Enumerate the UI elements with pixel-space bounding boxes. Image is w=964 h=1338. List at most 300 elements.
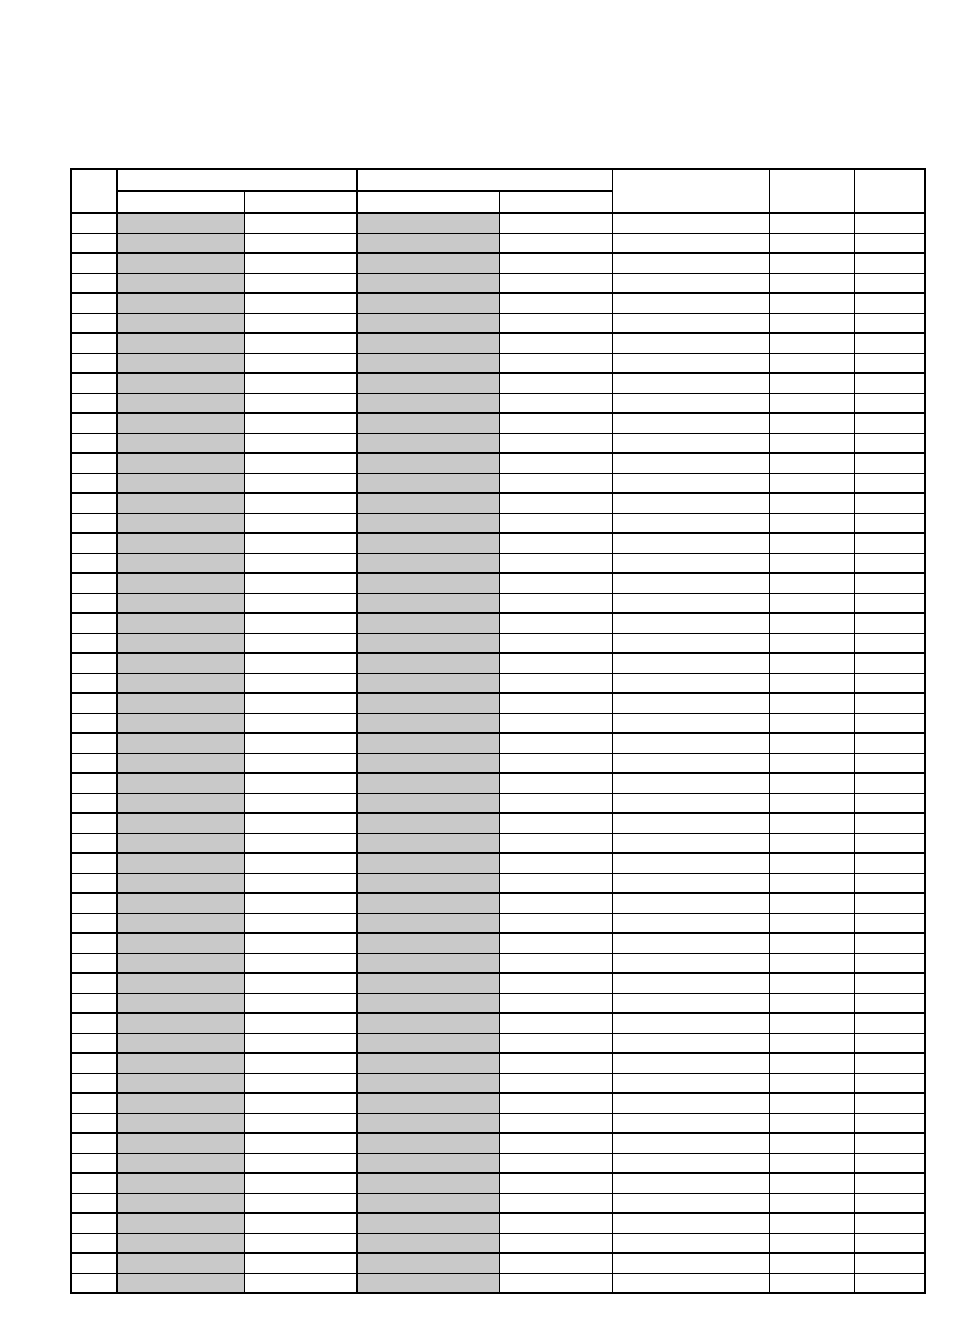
group1-cell-b[interactable] (244, 973, 357, 993)
group2-cell-a[interactable] (357, 473, 499, 493)
group2-cell-b[interactable] (499, 1233, 612, 1253)
group1-cell-b[interactable] (244, 813, 357, 833)
group1-cell-b[interactable] (244, 653, 357, 673)
group2-cell-a[interactable] (357, 373, 499, 393)
group1-cell-a[interactable] (117, 853, 244, 873)
column7-cell[interactable] (854, 533, 925, 553)
group2-cell-a[interactable] (357, 933, 499, 953)
group2-cell-b[interactable] (499, 853, 612, 873)
column5-cell[interactable] (612, 773, 769, 793)
group1-cell-b[interactable] (244, 673, 357, 693)
column7-cell[interactable] (854, 233, 925, 253)
number-cell[interactable] (71, 373, 117, 393)
group2-cell-b[interactable] (499, 1253, 612, 1273)
column5-cell[interactable] (612, 733, 769, 753)
column6-cell[interactable] (769, 913, 854, 933)
group2-cell-a[interactable] (357, 333, 499, 353)
group2-cell-a[interactable] (357, 793, 499, 813)
group2-cell-a[interactable] (357, 673, 499, 693)
number-cell[interactable] (71, 833, 117, 853)
column6-cell[interactable] (769, 533, 854, 553)
number-cell[interactable] (71, 853, 117, 873)
column7-cell[interactable] (854, 1133, 925, 1153)
group1-cell-b[interactable] (244, 1253, 357, 1273)
column7-cell[interactable] (854, 833, 925, 853)
group2-cell-b[interactable] (499, 573, 612, 593)
group1-cell-b[interactable] (244, 513, 357, 533)
group1-cell-a[interactable] (117, 973, 244, 993)
column5-cell[interactable] (612, 573, 769, 593)
group1-cell-a[interactable] (117, 1113, 244, 1133)
column7-cell[interactable] (854, 373, 925, 393)
column7-cell[interactable] (854, 1193, 925, 1213)
column7-cell[interactable] (854, 1173, 925, 1193)
column6-cell[interactable] (769, 513, 854, 533)
column6-cell[interactable] (769, 993, 854, 1013)
group1-cell-b[interactable] (244, 233, 357, 253)
group1-cell-b[interactable] (244, 253, 357, 273)
column6-cell[interactable] (769, 273, 854, 293)
number-cell[interactable] (71, 973, 117, 993)
group1-cell-a[interactable] (117, 1193, 244, 1213)
group2-cell-b[interactable] (499, 833, 612, 853)
group1-cell-b[interactable] (244, 1173, 357, 1193)
column6-cell[interactable] (769, 373, 854, 393)
number-cell[interactable] (71, 533, 117, 553)
group1-cell-a[interactable] (117, 1213, 244, 1233)
number-cell[interactable] (71, 793, 117, 813)
number-cell[interactable] (71, 333, 117, 353)
group2-cell-b[interactable] (499, 893, 612, 913)
column6-cell[interactable] (769, 573, 854, 593)
column7-cell[interactable] (854, 1273, 925, 1293)
group1-cell-a[interactable] (117, 1013, 244, 1033)
group2-cell-a[interactable] (357, 1093, 499, 1113)
group1-cell-b[interactable] (244, 413, 357, 433)
group2-cell-b[interactable] (499, 953, 612, 973)
number-cell[interactable] (71, 633, 117, 653)
group1-cell-a[interactable] (117, 393, 244, 413)
column5-cell[interactable] (612, 853, 769, 873)
group2-cell-a[interactable] (357, 213, 499, 233)
column6-cell[interactable] (769, 233, 854, 253)
group1-cell-a[interactable] (117, 353, 244, 373)
group1-cell-a[interactable] (117, 893, 244, 913)
group2-cell-b[interactable] (499, 1013, 612, 1033)
column6-cell[interactable] (769, 353, 854, 373)
column5-cell[interactable] (612, 873, 769, 893)
group2-cell-a[interactable] (357, 853, 499, 873)
group2-cell-a[interactable] (357, 453, 499, 473)
group2-cell-a[interactable] (357, 1273, 499, 1293)
group2-cell-b[interactable] (499, 213, 612, 233)
group2-cell-b[interactable] (499, 1033, 612, 1053)
column7-cell[interactable] (854, 933, 925, 953)
group1-cell-a[interactable] (117, 673, 244, 693)
number-cell[interactable] (71, 293, 117, 313)
column7-cell[interactable] (854, 593, 925, 613)
group1-cell-b[interactable] (244, 753, 357, 773)
column5-cell[interactable] (612, 373, 769, 393)
group2-cell-a[interactable] (357, 1033, 499, 1053)
column5-cell[interactable] (612, 1073, 769, 1093)
column5-cell[interactable] (612, 473, 769, 493)
column7-cell[interactable] (854, 913, 925, 933)
group1-cell-a[interactable] (117, 873, 244, 893)
group1-cell-b[interactable] (244, 773, 357, 793)
column5-cell[interactable] (612, 953, 769, 973)
group1-cell-b[interactable] (244, 1113, 357, 1133)
column7-cell[interactable] (854, 693, 925, 713)
group2-cell-b[interactable] (499, 613, 612, 633)
group2-cell-b[interactable] (499, 693, 612, 713)
group1-cell-b[interactable] (244, 1193, 357, 1213)
group1-cell-b[interactable] (244, 273, 357, 293)
column7-cell[interactable] (854, 553, 925, 573)
group1-cell-b[interactable] (244, 713, 357, 733)
group1-cell-a[interactable] (117, 593, 244, 613)
column6-cell[interactable] (769, 633, 854, 653)
number-cell[interactable] (71, 1173, 117, 1193)
column6-cell[interactable] (769, 693, 854, 713)
column6-cell[interactable] (769, 1053, 854, 1073)
group2-cell-b[interactable] (499, 1173, 612, 1193)
column6-cell[interactable] (769, 673, 854, 693)
group2-cell-a[interactable] (357, 1253, 499, 1273)
group1-cell-a[interactable] (117, 1153, 244, 1173)
group2-cell-a[interactable] (357, 553, 499, 573)
group2-cell-b[interactable] (499, 1073, 612, 1093)
column7-cell[interactable] (854, 493, 925, 513)
number-cell[interactable] (71, 553, 117, 573)
column7-cell[interactable] (854, 513, 925, 533)
number-cell[interactable] (71, 433, 117, 453)
group1-cell-a[interactable] (117, 653, 244, 673)
column7-cell[interactable] (854, 253, 925, 273)
group2-cell-a[interactable] (357, 593, 499, 613)
group2-cell-b[interactable] (499, 793, 612, 813)
column6-cell[interactable] (769, 733, 854, 753)
group1-cell-a[interactable] (117, 293, 244, 313)
group1-cell-a[interactable] (117, 1033, 244, 1053)
column5-cell[interactable] (612, 533, 769, 553)
number-cell[interactable] (71, 1253, 117, 1273)
group2-cell-a[interactable] (357, 293, 499, 313)
column5-cell[interactable] (612, 753, 769, 773)
number-cell[interactable] (71, 653, 117, 673)
group2-cell-b[interactable] (499, 873, 612, 893)
column7-cell[interactable] (854, 1013, 925, 1033)
column5-cell[interactable] (612, 1053, 769, 1073)
number-cell[interactable] (71, 1233, 117, 1253)
column6-cell[interactable] (769, 333, 854, 353)
column6-cell[interactable] (769, 593, 854, 613)
group1-cell-b[interactable] (244, 833, 357, 853)
group2-cell-b[interactable] (499, 553, 612, 573)
group2-cell-b[interactable] (499, 633, 612, 653)
column5-cell[interactable] (612, 393, 769, 413)
number-cell[interactable] (71, 253, 117, 273)
group2-cell-a[interactable] (357, 653, 499, 673)
group1-cell-b[interactable] (244, 293, 357, 313)
group1-cell-a[interactable] (117, 533, 244, 553)
column7-cell[interactable] (854, 613, 925, 633)
column5-cell[interactable] (612, 353, 769, 373)
column5-cell[interactable] (612, 653, 769, 673)
number-cell[interactable] (71, 713, 117, 733)
group2-cell-a[interactable] (357, 1133, 499, 1153)
group1-cell-a[interactable] (117, 713, 244, 733)
group2-cell-a[interactable] (357, 833, 499, 853)
column6-cell[interactable] (769, 1193, 854, 1213)
group1-cell-b[interactable] (244, 1133, 357, 1153)
group2-cell-a[interactable] (357, 313, 499, 333)
column6-cell[interactable] (769, 953, 854, 973)
column5-cell[interactable] (612, 933, 769, 953)
group2-cell-a[interactable] (357, 1053, 499, 1073)
group1-cell-b[interactable] (244, 453, 357, 473)
group2-cell-a[interactable] (357, 1173, 499, 1193)
column5-cell[interactable] (612, 1133, 769, 1153)
column5-cell[interactable] (612, 593, 769, 613)
column7-cell[interactable] (854, 753, 925, 773)
group2-cell-a[interactable] (357, 1073, 499, 1093)
column5-cell[interactable] (612, 213, 769, 233)
column7-cell[interactable] (854, 333, 925, 353)
number-cell[interactable] (71, 573, 117, 593)
group2-cell-a[interactable] (357, 813, 499, 833)
column7-cell[interactable] (854, 973, 925, 993)
column5-cell[interactable] (612, 1193, 769, 1213)
column6-cell[interactable] (769, 453, 854, 473)
group1-cell-a[interactable] (117, 313, 244, 333)
number-cell[interactable] (71, 233, 117, 253)
group2-cell-b[interactable] (499, 233, 612, 253)
column6-cell[interactable] (769, 213, 854, 233)
group1-cell-a[interactable] (117, 273, 244, 293)
column7-cell[interactable] (854, 473, 925, 493)
column6-cell[interactable] (769, 1273, 854, 1293)
number-cell[interactable] (71, 353, 117, 373)
group1-cell-b[interactable] (244, 893, 357, 913)
column5-cell[interactable] (612, 1013, 769, 1033)
group2-cell-a[interactable] (357, 1153, 499, 1173)
group1-cell-b[interactable] (244, 1093, 357, 1113)
number-cell[interactable] (71, 413, 117, 433)
column5-cell[interactable] (612, 1273, 769, 1293)
group1-cell-a[interactable] (117, 493, 244, 513)
number-cell[interactable] (71, 813, 117, 833)
group1-cell-b[interactable] (244, 953, 357, 973)
column7-cell[interactable] (854, 733, 925, 753)
group2-cell-b[interactable] (499, 753, 612, 773)
column5-cell[interactable] (612, 1153, 769, 1173)
column5-cell[interactable] (612, 1253, 769, 1273)
group1-cell-b[interactable] (244, 433, 357, 453)
number-cell[interactable] (71, 733, 117, 753)
column5-cell[interactable] (612, 693, 769, 713)
group1-cell-a[interactable] (117, 1173, 244, 1193)
group2-cell-b[interactable] (499, 653, 612, 673)
column7-cell[interactable] (854, 433, 925, 453)
group2-cell-a[interactable] (357, 253, 499, 273)
column5-cell[interactable] (612, 613, 769, 633)
column5-cell[interactable] (612, 553, 769, 573)
group1-cell-b[interactable] (244, 1153, 357, 1173)
number-cell[interactable] (71, 1053, 117, 1073)
group2-cell-a[interactable] (357, 893, 499, 913)
group2-cell-b[interactable] (499, 473, 612, 493)
column7-cell[interactable] (854, 1093, 925, 1113)
group2-cell-b[interactable] (499, 993, 612, 1013)
column6-cell[interactable] (769, 433, 854, 453)
number-cell[interactable] (71, 493, 117, 513)
column7-cell[interactable] (854, 873, 925, 893)
column6-cell[interactable] (769, 293, 854, 313)
column6-cell[interactable] (769, 853, 854, 873)
group1-cell-a[interactable] (117, 1253, 244, 1273)
group1-cell-b[interactable] (244, 593, 357, 613)
column7-cell[interactable] (854, 1033, 925, 1053)
group2-cell-b[interactable] (499, 1213, 612, 1233)
column6-cell[interactable] (769, 753, 854, 773)
column5-cell[interactable] (612, 1113, 769, 1133)
group2-cell-a[interactable] (357, 873, 499, 893)
number-cell[interactable] (71, 753, 117, 773)
group1-cell-a[interactable] (117, 933, 244, 953)
group1-cell-b[interactable] (244, 1273, 357, 1293)
group2-cell-b[interactable] (499, 433, 612, 453)
group1-cell-a[interactable] (117, 573, 244, 593)
group1-cell-b[interactable] (244, 1233, 357, 1253)
column7-cell[interactable] (854, 673, 925, 693)
group1-cell-b[interactable] (244, 1073, 357, 1093)
group2-cell-a[interactable] (357, 393, 499, 413)
group1-cell-a[interactable] (117, 1073, 244, 1093)
group1-cell-a[interactable] (117, 913, 244, 933)
group1-cell-b[interactable] (244, 213, 357, 233)
group1-cell-b[interactable] (244, 493, 357, 513)
group1-cell-a[interactable] (117, 373, 244, 393)
number-cell[interactable] (71, 513, 117, 533)
group2-cell-b[interactable] (499, 253, 612, 273)
column6-cell[interactable] (769, 653, 854, 673)
column7-cell[interactable] (854, 953, 925, 973)
group1-cell-a[interactable] (117, 1053, 244, 1073)
column6-cell[interactable] (769, 1073, 854, 1093)
group1-cell-a[interactable] (117, 213, 244, 233)
number-cell[interactable] (71, 873, 117, 893)
group2-cell-a[interactable] (357, 613, 499, 633)
column6-cell[interactable] (769, 1213, 854, 1233)
column6-cell[interactable] (769, 1133, 854, 1153)
column6-cell[interactable] (769, 933, 854, 953)
group1-cell-b[interactable] (244, 393, 357, 413)
group1-cell-b[interactable] (244, 1213, 357, 1233)
column6-cell[interactable] (769, 393, 854, 413)
column6-cell[interactable] (769, 793, 854, 813)
number-cell[interactable] (71, 1213, 117, 1233)
column6-cell[interactable] (769, 1153, 854, 1173)
group1-cell-a[interactable] (117, 693, 244, 713)
column6-cell[interactable] (769, 413, 854, 433)
group1-cell-a[interactable] (117, 473, 244, 493)
group2-cell-b[interactable] (499, 1153, 612, 1173)
group2-cell-a[interactable] (357, 233, 499, 253)
column5-cell[interactable] (612, 433, 769, 453)
group2-cell-b[interactable] (499, 493, 612, 513)
group2-cell-a[interactable] (357, 993, 499, 1013)
number-cell[interactable] (71, 593, 117, 613)
column6-cell[interactable] (769, 1173, 854, 1193)
column5-cell[interactable] (612, 413, 769, 433)
column6-cell[interactable] (769, 833, 854, 853)
group1-cell-a[interactable] (117, 1093, 244, 1113)
column6-cell[interactable] (769, 813, 854, 833)
column6-cell[interactable] (769, 613, 854, 633)
column6-cell[interactable] (769, 1113, 854, 1133)
column5-cell[interactable] (612, 453, 769, 473)
group2-cell-b[interactable] (499, 773, 612, 793)
column6-cell[interactable] (769, 493, 854, 513)
column7-cell[interactable] (854, 813, 925, 833)
group2-cell-a[interactable] (357, 353, 499, 373)
group2-cell-b[interactable] (499, 1113, 612, 1133)
group1-cell-b[interactable] (244, 373, 357, 393)
number-cell[interactable] (71, 393, 117, 413)
column7-cell[interactable] (854, 353, 925, 373)
group2-cell-a[interactable] (357, 973, 499, 993)
number-cell[interactable] (71, 613, 117, 633)
number-cell[interactable] (71, 1133, 117, 1153)
group2-cell-a[interactable] (357, 573, 499, 593)
column5-cell[interactable] (612, 493, 769, 513)
column6-cell[interactable] (769, 1013, 854, 1033)
column7-cell[interactable] (854, 713, 925, 733)
number-cell[interactable] (71, 1193, 117, 1213)
number-cell[interactable] (71, 1113, 117, 1133)
column6-cell[interactable] (769, 553, 854, 573)
group2-cell-b[interactable] (499, 1273, 612, 1293)
group2-cell-a[interactable] (357, 1193, 499, 1213)
number-cell[interactable] (71, 893, 117, 913)
number-cell[interactable] (71, 933, 117, 953)
group1-cell-b[interactable] (244, 333, 357, 353)
column5-cell[interactable] (612, 513, 769, 533)
group1-cell-a[interactable] (117, 613, 244, 633)
column6-cell[interactable] (769, 313, 854, 333)
group2-cell-a[interactable] (357, 693, 499, 713)
group2-cell-a[interactable] (357, 753, 499, 773)
group1-cell-a[interactable] (117, 993, 244, 1013)
group1-cell-b[interactable] (244, 993, 357, 1013)
column6-cell[interactable] (769, 1033, 854, 1053)
group1-cell-a[interactable] (117, 413, 244, 433)
group1-cell-b[interactable] (244, 473, 357, 493)
column7-cell[interactable] (854, 1113, 925, 1133)
column7-cell[interactable] (854, 853, 925, 873)
column7-cell[interactable] (854, 393, 925, 413)
column5-cell[interactable] (612, 1233, 769, 1253)
group1-cell-b[interactable] (244, 353, 357, 373)
column6-cell[interactable] (769, 1093, 854, 1113)
number-cell[interactable] (71, 213, 117, 233)
column7-cell[interactable] (854, 653, 925, 673)
column7-cell[interactable] (854, 1213, 925, 1233)
group1-cell-b[interactable] (244, 1053, 357, 1073)
group2-cell-b[interactable] (499, 913, 612, 933)
column7-cell[interactable] (854, 793, 925, 813)
